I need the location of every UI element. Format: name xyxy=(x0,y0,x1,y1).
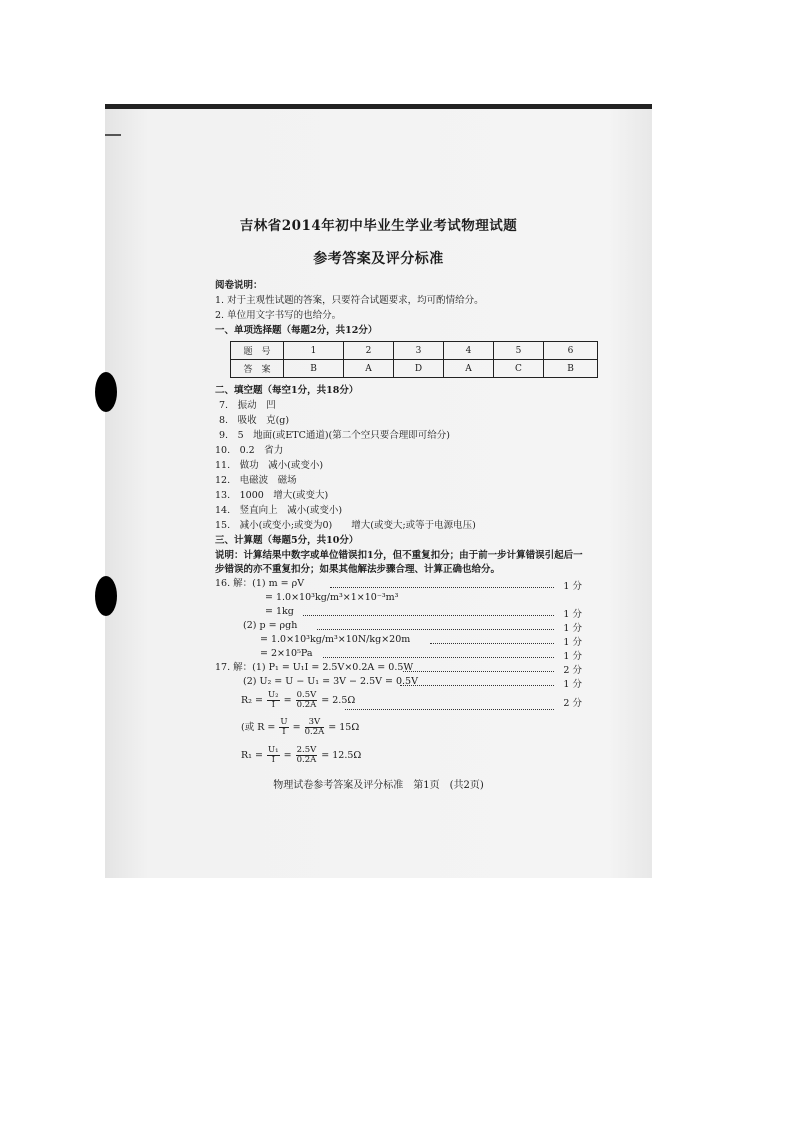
q16-line: 16. 解：(1) m = ρV xyxy=(215,578,305,589)
dot-leader xyxy=(430,643,554,644)
equals-sign: = xyxy=(283,750,292,761)
section-heading-calc: 三、计算题（每题5分，共10分） xyxy=(215,535,359,546)
formula-lhs: R₂ = xyxy=(241,695,263,706)
fraction xyxy=(296,746,318,765)
q16-line: = 1kg xyxy=(265,606,294,617)
scanned-page xyxy=(105,104,652,878)
fill-answer: 14. 竖直向上 减小(或变小) xyxy=(215,505,343,516)
fraction-denominator: 0.2A xyxy=(304,727,325,737)
dot-leader xyxy=(330,587,554,588)
page-footer: 物理试卷参考答案及评分标准 第1页 (共2页) xyxy=(273,780,484,791)
formula-result: = 2.5Ω xyxy=(321,695,356,706)
fraction xyxy=(296,691,318,710)
formula-result: = 15Ω xyxy=(328,722,360,733)
fraction-numerator: U xyxy=(280,717,288,727)
r1-formula xyxy=(241,744,361,768)
question-number-cell: 1 xyxy=(284,342,344,360)
instruction-item: 1. 对于主观性试题的答案，只要符合试题要求，均可酌情给分。 xyxy=(215,295,484,306)
fill-answer: 8. 吸收 克(g) xyxy=(219,415,290,426)
score-label: 1 分 xyxy=(563,609,582,620)
equals-sign: = xyxy=(292,722,301,733)
fill-answer: 12. 电磁波 磁场 xyxy=(215,475,297,486)
q16-line: = 2×10⁵Pa xyxy=(260,648,313,659)
answer-cell: D xyxy=(394,360,444,378)
r2-formula xyxy=(241,689,355,713)
answer-cell: A xyxy=(444,360,494,378)
document-subtitle: 参考答案及评分标准 xyxy=(313,251,444,267)
answer-cell: C xyxy=(494,360,544,378)
fill-answer: 11. 做功 减小(或变小) xyxy=(215,460,324,471)
q16-line: = 1.0×10³kg/m³×10N/kg×20m xyxy=(260,634,411,645)
fill-answer: 10. 0.2 省力 xyxy=(215,445,284,456)
table-row xyxy=(231,360,598,378)
dot-leader xyxy=(403,671,554,672)
fraction-numerator: 3V xyxy=(305,718,325,728)
formula-lhs: (或 R = xyxy=(241,722,276,733)
section-heading-fill: 二、填空题（每空1分，共18分） xyxy=(215,385,359,396)
fraction-denominator: I xyxy=(271,700,275,710)
question-number-cell: 4 xyxy=(444,342,494,360)
calc-note: 说明：计算结果中数字或单位错误扣1分，但不重复扣分；由于前一步计算错误引起后一 xyxy=(215,550,583,561)
alt-formula xyxy=(241,716,359,740)
fraction-numerator: 2.5V xyxy=(296,745,317,755)
fraction-denominator: I xyxy=(282,727,286,737)
dot-leader xyxy=(400,685,554,686)
fraction-denominator: I xyxy=(271,755,275,765)
scan-top-edge xyxy=(105,104,652,109)
fraction-denominator: 0.2A xyxy=(296,700,317,710)
answer-cell: A xyxy=(344,360,394,378)
fraction-denominator: 0.2A xyxy=(296,755,317,765)
score-label: 2 分 xyxy=(563,698,582,709)
row-label-answer: 答 案 xyxy=(231,360,284,378)
instruction-item: 2. 单位用文字书写的也给分。 xyxy=(215,310,342,321)
answer-table xyxy=(230,341,598,378)
answer-cell: B xyxy=(284,360,344,378)
question-number-cell: 5 xyxy=(494,342,544,360)
question-number-cell: 2 xyxy=(344,342,394,360)
fraction-numerator: U₂ xyxy=(267,690,279,700)
fill-answer: 9. 5 地面(或ETC通道)(第二个空只要合理即可给分) xyxy=(219,430,450,441)
fraction xyxy=(279,718,288,737)
row-label-question: 题 号 xyxy=(231,342,284,360)
instructions-heading: 阅卷说明： xyxy=(215,280,263,291)
fraction-numerator: 0.5V xyxy=(296,690,317,700)
answer-cell: B xyxy=(544,360,598,378)
fraction xyxy=(267,691,280,710)
fraction xyxy=(305,718,325,737)
q17-line: 17. 解：(1) P₁ = U₁I = 2.5V×0.2A = 0.5W xyxy=(215,662,414,673)
q16-line: (2) p = ρgh xyxy=(243,620,298,631)
document-title: 吉林省2014年初中毕业生学业考试物理试题 xyxy=(239,218,518,234)
dot-leader xyxy=(345,709,554,710)
fill-answer: 7. 振动 凹 xyxy=(219,400,276,411)
fraction-numerator: U₁ xyxy=(267,745,279,755)
punch-hole xyxy=(95,576,117,616)
score-label: 1 分 xyxy=(563,581,582,592)
table-row xyxy=(231,342,598,360)
score-label: 1 分 xyxy=(563,679,582,690)
score-label: 1 分 xyxy=(563,651,582,662)
dot-leader xyxy=(303,615,554,616)
fraction xyxy=(267,746,280,765)
punch-hole xyxy=(95,372,117,412)
fill-answer: 15. 减小(或变小;或变为0) 增大(或变大;或等于电源电压) xyxy=(215,520,476,531)
section-heading-choice: 一、单项选择题（每题2分，共12分） xyxy=(215,325,378,336)
score-label: 1 分 xyxy=(563,637,582,648)
score-label: 2 分 xyxy=(563,665,582,676)
scan-edge-mark xyxy=(105,134,121,136)
formula-lhs: R₁ = xyxy=(241,750,263,761)
q17-line: (2) U₂ = U − U₁ = 3V − 2.5V = 0.5V xyxy=(243,676,418,687)
calc-note: 步错误的亦不重复扣分；如果其他解法步骤合理、计算正确也给分。 xyxy=(215,564,501,575)
question-number-cell: 3 xyxy=(394,342,444,360)
equals-sign: = xyxy=(283,695,292,706)
fill-answer: 13. 1000 增大(或变大) xyxy=(215,490,329,501)
score-label: 1 分 xyxy=(563,623,582,634)
formula-result: = 12.5Ω xyxy=(321,750,362,761)
question-number-cell: 6 xyxy=(544,342,598,360)
dot-leader xyxy=(323,657,554,658)
q16-line: = 1.0×10³kg/m³×1×10⁻³m³ xyxy=(265,592,399,603)
dot-leader xyxy=(317,629,554,630)
